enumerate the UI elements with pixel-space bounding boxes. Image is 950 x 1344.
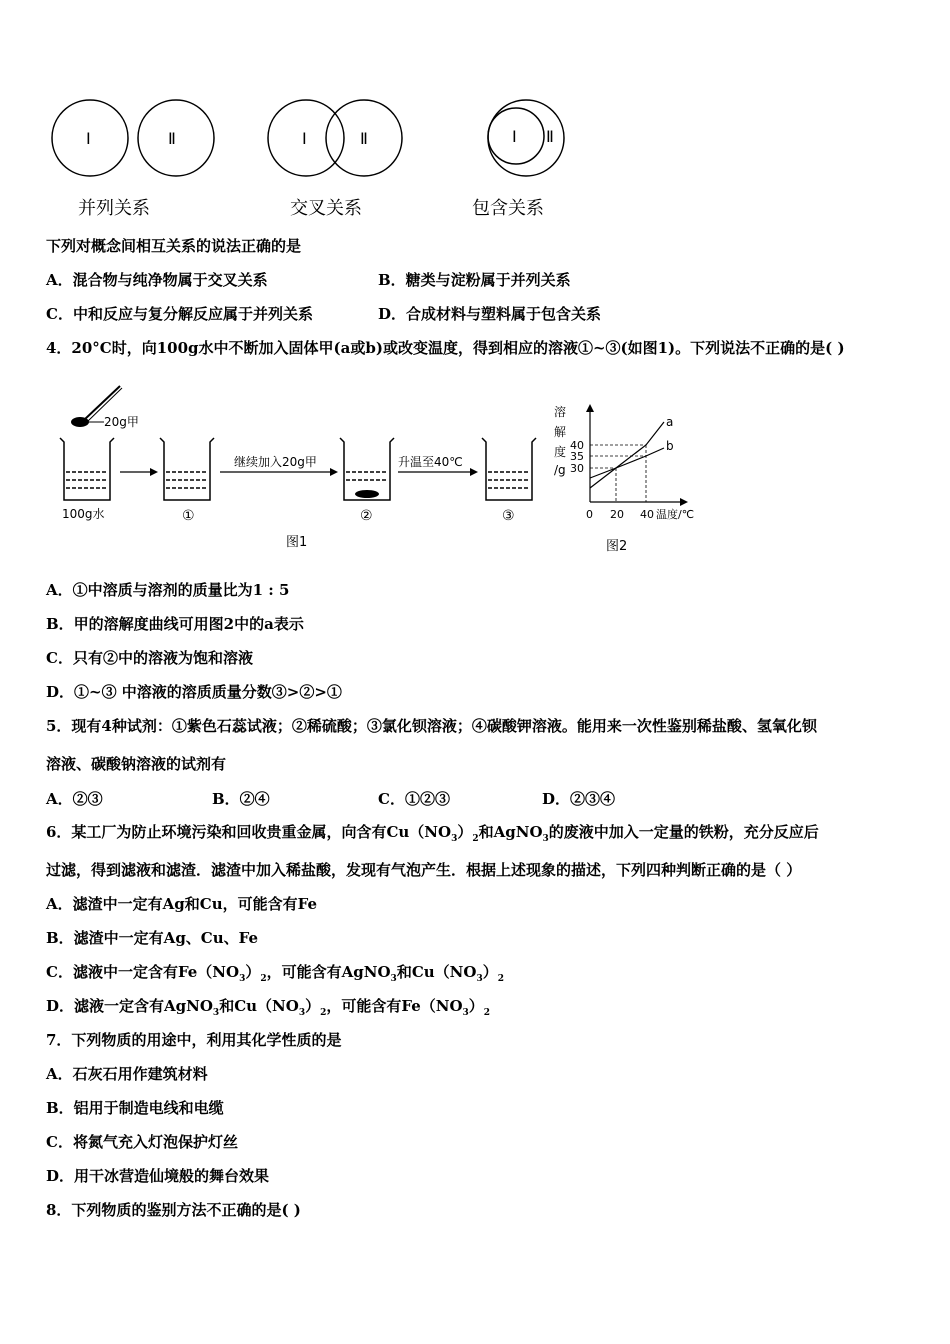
q7-option-c: C．将氮气充入灯泡保护灯丝: [46, 1133, 238, 1151]
q6-sub: 3: [298, 1008, 306, 1018]
fig2-ytick-30: 30: [570, 462, 584, 475]
venn-intersect-I: Ⅰ: [302, 129, 307, 148]
fig2-ytick-35: 35: [570, 450, 584, 463]
venn-parallel: [52, 100, 214, 176]
fig2-ytick-40: 40: [570, 439, 584, 452]
q6-c-e: ）: [482, 963, 498, 981]
q6-sub: 3: [390, 974, 397, 984]
q6-sub: 3: [239, 974, 246, 984]
venn-label-parallel: 并列关系: [78, 198, 150, 219]
figure-2: [550, 400, 720, 555]
venn-label-contain: 包含关系: [472, 198, 544, 219]
q6-d-b: 和Cu（NO: [219, 997, 299, 1015]
fig2-ylabel-0: 溶: [554, 405, 567, 419]
curve-a: [590, 422, 664, 488]
q7-option-a: A．石灰石用作建筑材料: [46, 1065, 208, 1083]
q6-d-d: ，可能含有Fe（NO: [326, 997, 463, 1015]
q6-stem-line2: 过滤，得到滤液和滤渣．滤渣中加入稀盐酸，发现有气泡产生．根据上述现象的描述，下列四种判断正确的是（ ）: [46, 861, 802, 879]
venn-intersect: [268, 100, 402, 176]
beaker-label-2: ②: [360, 508, 373, 524]
beaker-2: [340, 438, 394, 500]
q3-option-c: C．中和反应与复分解反应属于并列关系: [46, 305, 313, 323]
q3-option-b: B．糖类与淀粉属于并列关系: [378, 271, 571, 289]
q6-sub: 2: [320, 1008, 327, 1018]
fig2-xtick-20: 20: [610, 508, 624, 521]
arrow3-label: 升温至40℃: [398, 455, 463, 469]
q6-c-b: ）: [245, 963, 261, 981]
venn-intersect-II: Ⅱ: [360, 129, 368, 148]
fig2-xtick-0: 0: [586, 508, 593, 521]
curve-b: [590, 448, 664, 478]
q6-option-d: [46, 996, 490, 1023]
q6-stem1-d: 的废液中加入一定量的铁粉，充分反应后: [548, 823, 819, 841]
venn-parallel-I: Ⅰ: [86, 129, 91, 148]
venn-contain: [488, 100, 564, 176]
venn-label-intersect: 交叉关系: [290, 198, 362, 219]
q4-option-a: A．①中溶质与溶剂的质量比为1 : 5: [46, 581, 290, 599]
q4-option-b: B．甲的溶解度曲线可用图2中的a表示: [46, 615, 304, 633]
q6-c-a: C．滤液中一定含有Fe（NO: [46, 963, 240, 981]
q6-stem1-b: ）: [457, 823, 473, 841]
q6-stem1-c: 和AgNO: [478, 823, 543, 841]
beaker-label-1: ①: [182, 508, 195, 524]
q6-stem1-a: 6．某工厂为防止环境污染和回收贵重金属，向含有Cu（NO: [46, 823, 452, 841]
q6-option-a: A．滤渣中一定有Ag和Cu，可能含有Fe: [46, 895, 317, 913]
q6-sub: 2: [260, 974, 267, 984]
q6-c-d: 和Cu（NO: [396, 963, 477, 981]
fig2-ylabel-2: 度: [554, 445, 567, 459]
q3-stem: 下列对概念间相互关系的说法正确的是: [46, 237, 302, 255]
q6-sub: 3: [212, 1008, 220, 1018]
beaker-label-3: ③: [502, 508, 515, 524]
q3-option-d: D．合成材料与塑料属于包含关系: [378, 305, 602, 323]
q6-c-c: ，可能含有AgNO: [266, 963, 391, 981]
q5-stem-line2: 溶液、碳酸钠溶液的试剂有: [46, 755, 227, 773]
venn-contain-I: Ⅰ: [512, 127, 517, 146]
q6-sub: 3: [462, 1008, 469, 1018]
q6-option-c: [46, 962, 504, 989]
q4-option-d: D．①~③ 中溶液的溶质质量分数③>②>①: [46, 683, 342, 701]
fig2-xtick-40: 40: [640, 508, 654, 521]
q4-option-c: C．只有②中的溶液为饱和溶液: [46, 649, 253, 667]
q6-stem-line1: [46, 822, 819, 849]
q6-sub: 3: [451, 834, 458, 844]
q7-option-d: D．用干冰营造仙境般的舞台效果: [46, 1167, 270, 1185]
figure-1-caption: 图1: [286, 535, 308, 550]
q5-option-c: C．①②③: [378, 790, 450, 808]
q6-d-c: ）: [305, 997, 321, 1015]
curve-a-label: a: [666, 415, 674, 429]
q6-d-e: ）: [468, 997, 484, 1015]
q6-d-a: D．滤液一定含有AgNO: [46, 997, 213, 1015]
beaker-3: [482, 438, 536, 500]
fig2-ylabel-1: 解: [554, 425, 567, 439]
spoon-label: 20g甲: [104, 415, 139, 429]
figure-2-caption: 图2: [606, 539, 628, 554]
arrow2-label: 继续加入20g甲: [234, 455, 317, 469]
q5-option-b: B．②④: [212, 790, 270, 808]
q6-sub: 2: [497, 974, 504, 984]
q6-sub: 3: [542, 834, 549, 844]
fig2-xlabel: 温度/℃: [656, 508, 695, 521]
water-label: 100g水: [62, 507, 105, 521]
q6-option-b: B．滤渣中一定有Ag、Cu、Fe: [46, 929, 259, 947]
beaker-initial: [60, 438, 114, 500]
q8-stem: 8．下列物质的鉴别方法不正确的是( ): [46, 1201, 301, 1219]
q5-option-a: A．②③: [46, 790, 103, 808]
beaker-1: [160, 438, 214, 500]
q5-stem-line1: 5．现有4种试剂：①紫色石蕊试液；②稀硫酸；③氯化钡溶液；④碳酸钾溶液。能用来一次性鉴别稀盐酸、氢氧化钡: [46, 717, 817, 735]
q7-option-b: B．铝用于制造电线和电缆: [46, 1099, 224, 1117]
fig2-ylabel-3: /g: [554, 463, 566, 477]
q5-option-d: D．②③④: [542, 790, 616, 808]
q4-stem: 4．20°C时，向100g水中不断加入固体甲(a或b)或改变温度，得到相应的溶液①~③(如图1)。下列说法不正确的是( ): [46, 339, 845, 357]
q6-sub: 3: [476, 974, 483, 984]
q7-stem: 7．下列物质的用途中，利用其化学性质的是: [46, 1031, 342, 1049]
curve-b-label: b: [666, 439, 674, 453]
venn-contain-II: Ⅱ: [546, 127, 554, 146]
venn-parallel-II: Ⅱ: [168, 129, 176, 148]
figure-1: [50, 380, 550, 555]
q6-sub: 2: [472, 834, 479, 844]
q3-option-a: A．混合物与纯净物属于交叉关系: [46, 271, 268, 289]
q6-sub: 2: [483, 1008, 491, 1018]
